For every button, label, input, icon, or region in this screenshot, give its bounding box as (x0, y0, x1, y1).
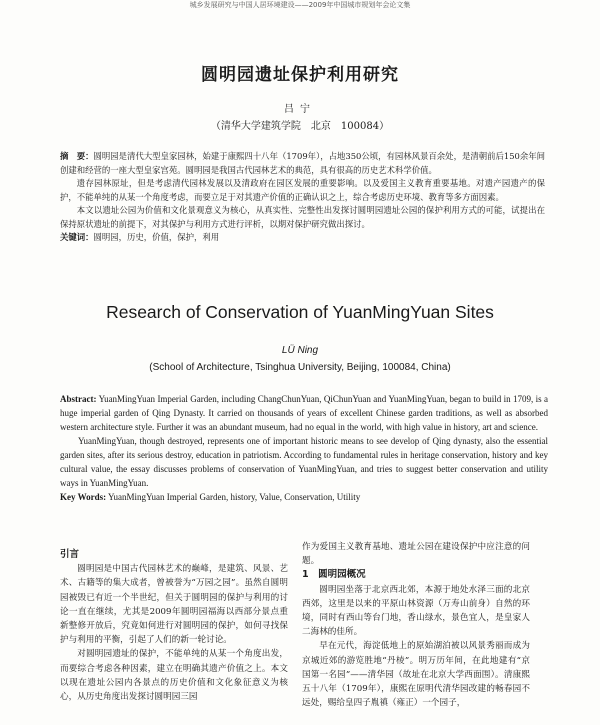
keywords-en-label: Key Words: (60, 492, 107, 502)
intro-paragraph-2: 对圆明园遗址的保护，不能单纯的从某一个角度出发，而要综合考虑各种因素，建立在明确其遗产价值之上。本文以现在遗址公园内各景点的历史价值和文化象征意义为核心，从历史角度出发探讨圆明园三园 (60, 649, 288, 703)
running-head: 城乡发展研究与中国人居环境建设——2009年中国城市规划年会论文集 (189, 1, 411, 9)
paper-title-en: Research of Conservation of YuanMingYuan Sites (106, 302, 494, 322)
abstract-zh-p3: 本文以遗址公园为价值和文化景观意义为核心，从真实性、完整性出发探讨圆明园遗址公园的保护利用方式的可能，试提出在保持原状遗址的前提下，对其保护与利用方式进行评析，以期对保护研究做出探讨。 (60, 205, 545, 229)
paper-title-zh: 圆明园遗址保护利用研究 (201, 65, 399, 85)
abstract-zh-p1: 圆明园是清代大型皇家园林，始建于康熙四十八年（1709年），占地350公顷，有园林风景百余处，是清朝前后150余年间创建和经营的一座大型皇家宫苑。圆明园是我国古代园林艺术的典范，具有很高的历史艺术科学价值。 (60, 151, 545, 175)
keywords-zh-label: 关键词： (60, 232, 94, 242)
abstract-en-label: Abstract: (60, 394, 97, 404)
abstract-zh-label: 摘 要： (60, 151, 94, 161)
keywords-en: YuanMingYuan Imperial Garden, history, Value, Conservation, Utility (108, 492, 361, 502)
intro-continuation: 作为爱国主义教育基地、遗址公园在建设保护中应注意的问题。 (302, 542, 530, 567)
body-column-right (302, 540, 530, 710)
affiliation-zh: （清华大学建筑学院 北京 100084） (210, 121, 390, 132)
abstract-zh-p2: 遗存园林原址，但是考虑清代园林发展以及清政府在园区发展的重要影响。以及爱国主义教育重要基地。对遗产园遗产的保护，不能单纯的从某一个角度考虑，而要立足于对其遗产价值的正确认识之上，综合考虑历史环境、教育等多方面因素。 (60, 178, 545, 202)
body-column-left (60, 548, 288, 704)
intro-paragraph-1: 圆明园是中国古代园林艺术的巅峰，是建筑、风景、艺术、古籍等的集大成者，曾被誉为“万园之园”。虽然自圆明园被毁已有近一个半世纪，但关于圆明园的保护与利用的讨论一直在继续，尤其是2009年圆明园福海以西部分景点重新整修开放后，究竟如何进行对圆明园的保护，如何寻找保护与利用的平衡，引起了人们的新一轮讨论。 (60, 564, 288, 646)
intro-heading: 引言 (60, 549, 80, 560)
abstract-en (60, 392, 548, 504)
section-1-paragraph-2: 早在元代，海淀低地上的原始湖泊被以风景秀丽而成为京城近郊的游览胜地“丹棱”。明万历年间，在此地建有“京国第一名园”——清华园（故址在北京大学西面围）。清康熙五十八年（1709年），康熙在原明代清华园改建的畅春园不远处，赐给皇四子胤禛（雍正）一个园子， (302, 641, 530, 709)
affiliation-en: (School of Architecture, Tsinghua University, Beijing, 100084, China) (149, 362, 451, 373)
section-1-heading: 1 圆明园概况 (302, 569, 366, 581)
section-1-paragraph-1: 圆明园坐落于北京西北郊，本源于地处水泽三面的北京西郊，这里是以来的平原山林资源（万寿山前身）自然的环境，同时有西山等台门地，香山绿水，景色宜人，是皇家人二海林的佳所。 (302, 584, 530, 638)
keywords-zh: 圆明园，历史，价值，保护，利用 (93, 232, 220, 242)
abstract-zh (60, 150, 545, 245)
abstract-en-p2: YuanMingYuan, though destroyed, represents one of important historic means to see develop of Qing dynasty, also the essential garden sites, after its serious destroy, education in patriotism. According to fundamental rules in heritage conservation, history and key cultural value, the essay discusses problems of conservation of YuanMingYuan, and tries to suggest better conservation and utility ways in YuanMingYuan. (60, 436, 548, 488)
author-zh: 吕宁 (284, 104, 316, 115)
author-en: LÜ Ning (281, 345, 319, 356)
abstract-en-p1: YuanMingYuan Imperial Garden, including ChangChunYuan, QiChunYuan and YuanMingYuan, began to build in 1709, is a huge imperial garden of Qing Dynasty. It carried on thousands of years of excellent Chinese garden traditions, as well as absorbed western architecture style. Further it was an abundant museum, had no equal in the world, with high value in history, art and science. (60, 394, 549, 432)
